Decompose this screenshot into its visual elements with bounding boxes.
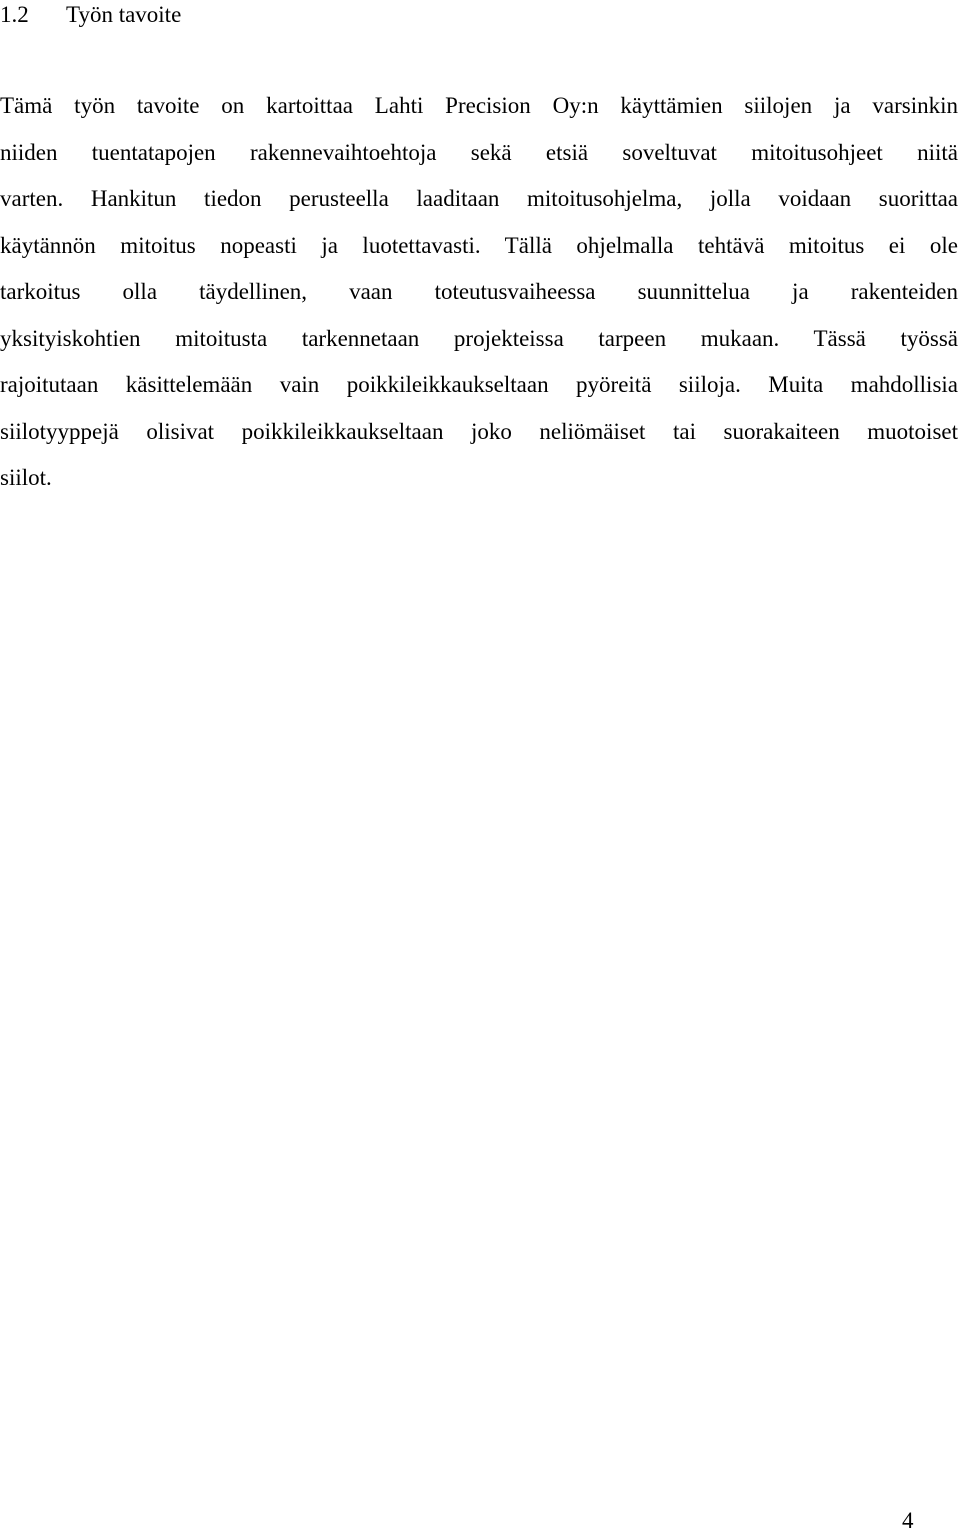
- paragraph-line-last: siilot.: [0, 465, 52, 490]
- section-number: 1.2: [0, 2, 29, 27]
- paragraph-line: yksityiskohtien mitoitusta tarkennetaan projekteissa tarpeen mukaan. Tässä työssä: [0, 325, 958, 351]
- section-title: Työn tavoite: [66, 2, 182, 27]
- paragraph-line: Tämä työn tavoite on kartoittaa Lahti Precision Oy:n käyttämien siilojen ja varsinkin: [0, 93, 958, 118]
- paragraph-line: varten. Hankitun tiedon perusteella laaditaan mitoitusohjelma, jolla voidaan suorittaa: [0, 186, 958, 211]
- paragraph-line: niiden tuentatapojen rakennevaihtoehtoja sekä etsiä soveltuvat mitoitusohjeet niitä: [0, 139, 958, 165]
- paragraph-line: rajoitutaan käsittelemään vain poikkileikkaukseltaan pyöreitä siiloja. Muita mahdollisia: [0, 372, 958, 397]
- page-number: 4: [902, 1508, 914, 1533]
- paragraph-line: siilotyyppejä olisivat poikkileikkaukseltaan joko neliömäiset tai suorakaiteen muotoiset: [0, 418, 958, 444]
- paragraph-line: tarkoitus olla täydellinen, vaan toteutusvaiheessa suunnittelua ja rakenteiden: [0, 279, 958, 304]
- paragraph-line: käytännön mitoitus nopeasti ja luotettavasti. Tällä ohjelmalla tehtävä mitoitus ei ole: [0, 232, 958, 258]
- body-paragraph: [0, 83, 958, 502]
